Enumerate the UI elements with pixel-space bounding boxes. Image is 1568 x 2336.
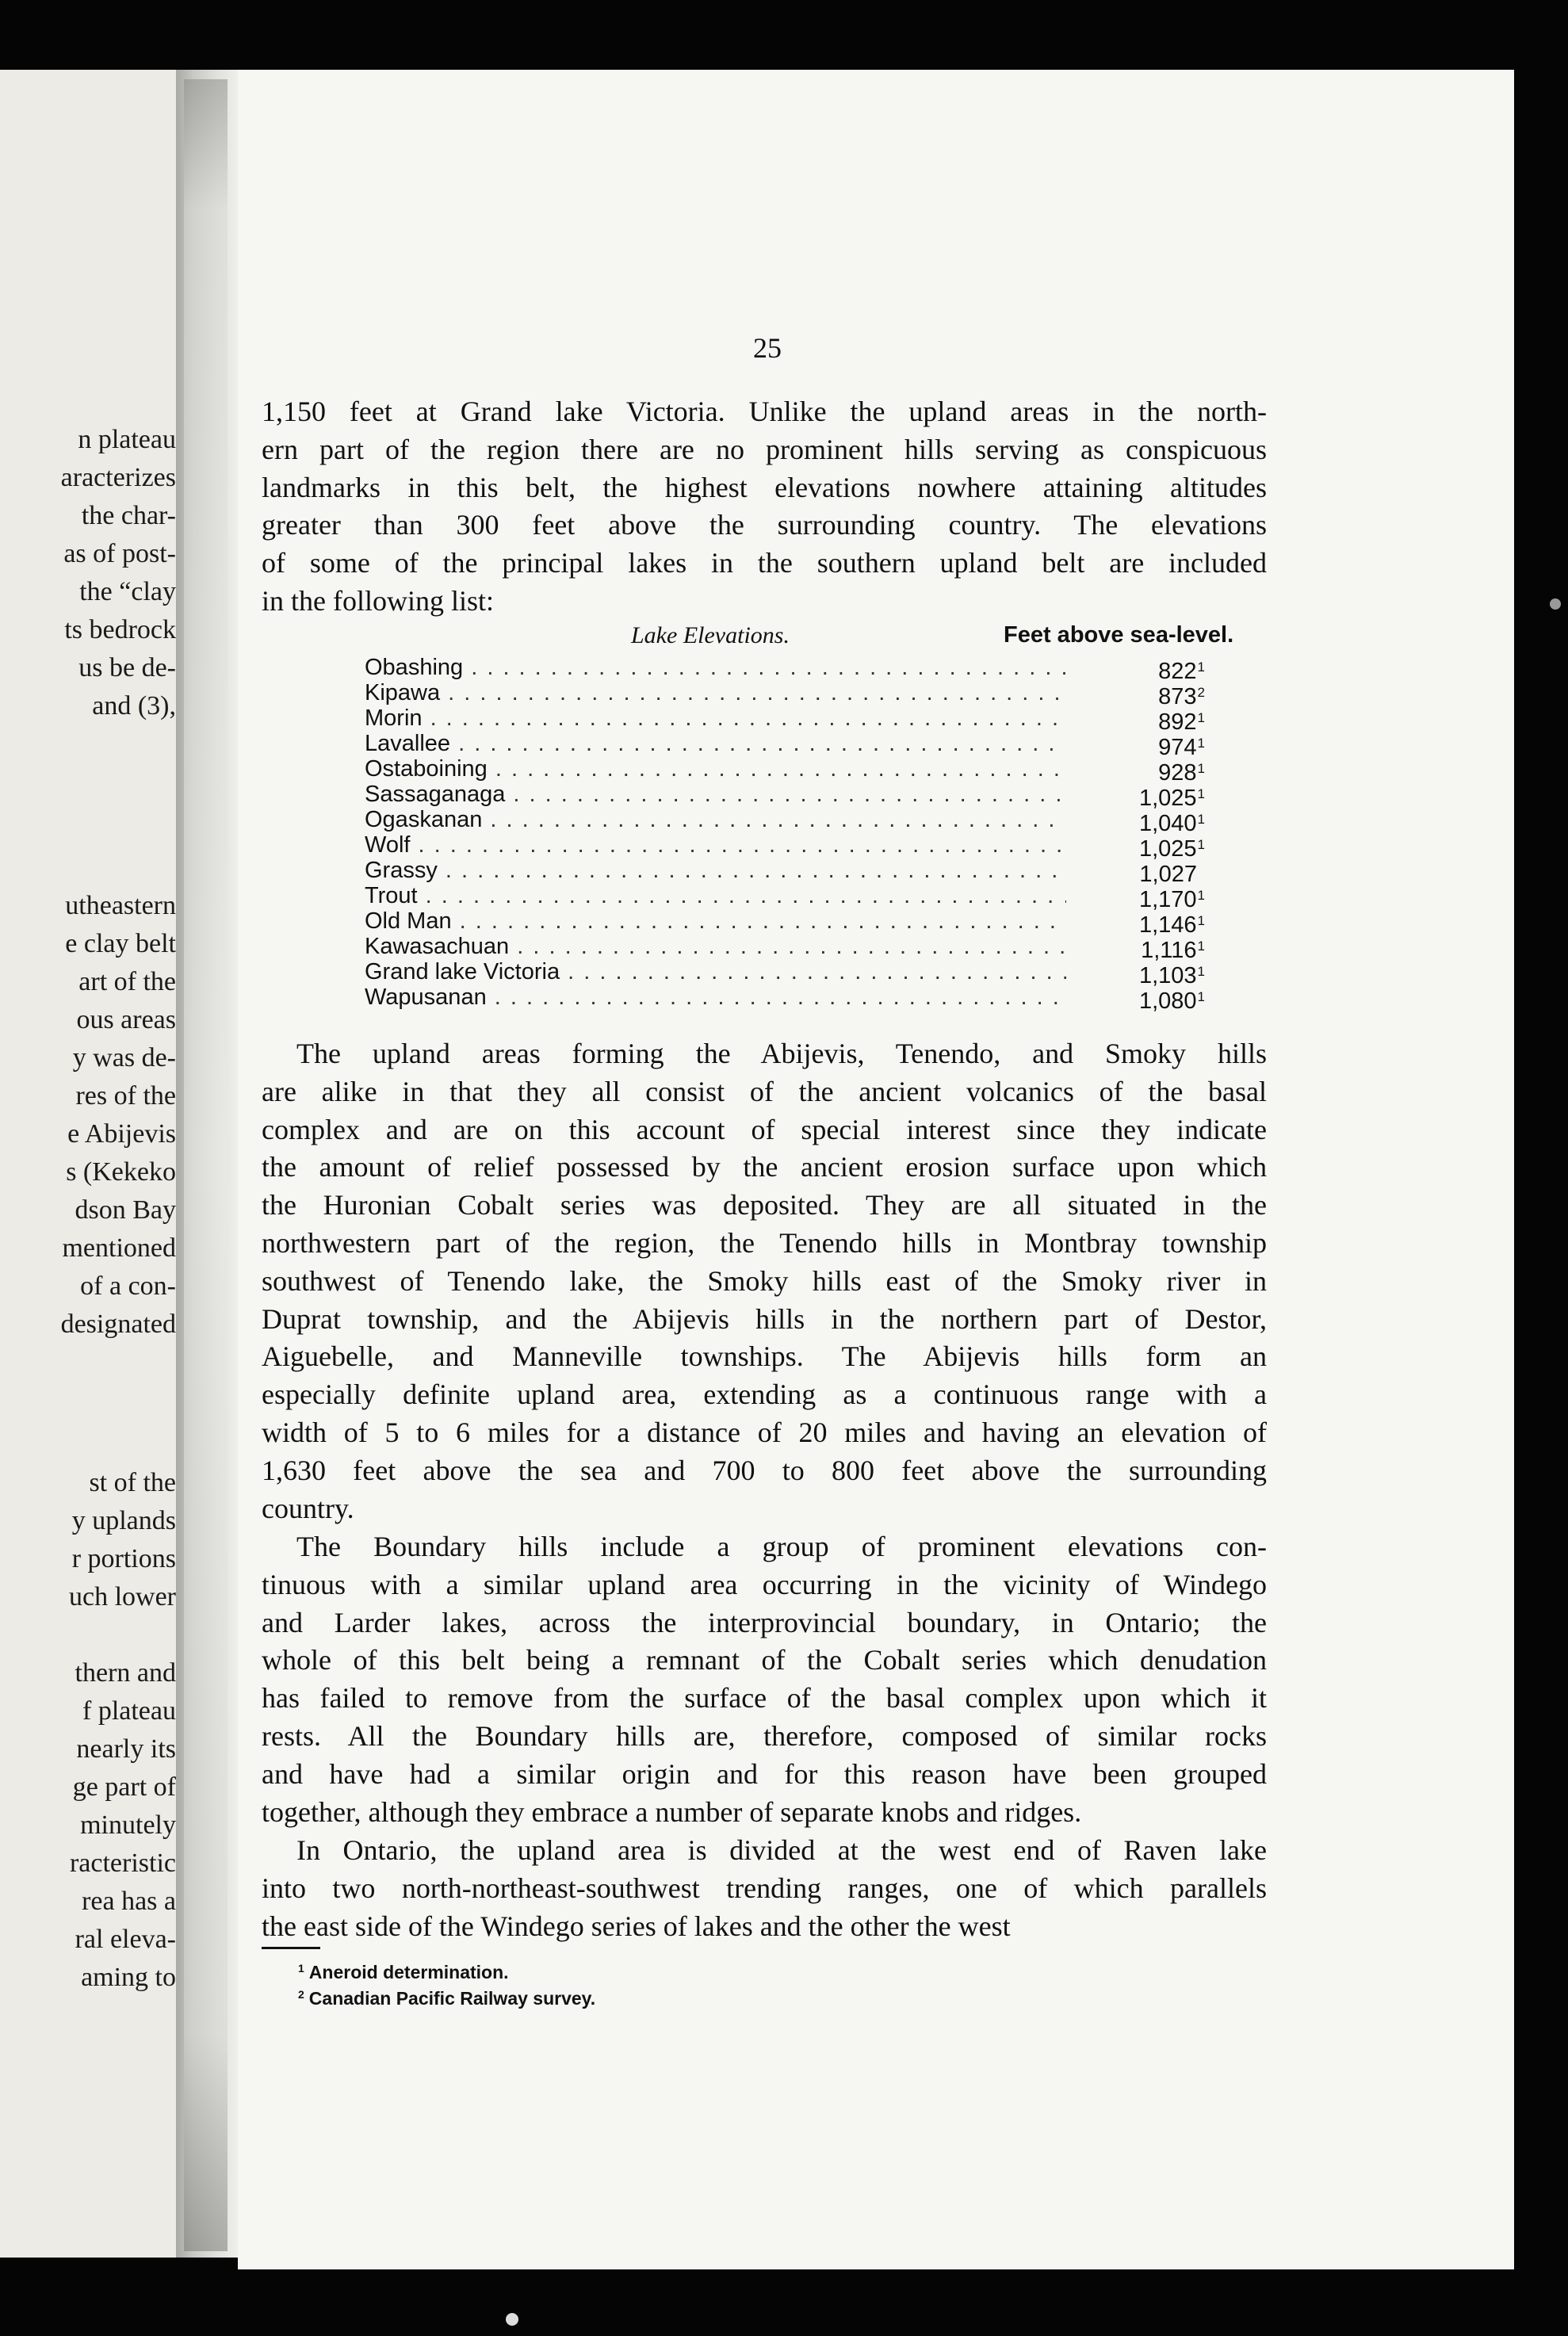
text-line: into two north-northeast-southwest trending ranges, one of which parallels xyxy=(262,1871,1267,1904)
scan-speck xyxy=(506,2313,518,2326)
facing-page-line: thern and xyxy=(75,1658,176,1688)
text-line: northwestern part of the region, the Tenendo hills in Montbray township xyxy=(262,1226,1267,1259)
facing-page-line: ous areas xyxy=(76,1005,176,1034)
facing-page-line: minutely xyxy=(80,1810,176,1840)
table-row xyxy=(365,908,1205,938)
facing-page-line: uch lower xyxy=(68,1582,176,1611)
table-row xyxy=(365,858,1205,887)
footnote-mark: 1 xyxy=(1197,939,1205,954)
facing-page-line: designated xyxy=(60,1309,176,1339)
text-line: together, although they embrace a number of separate knobs and ridges. xyxy=(262,1795,1082,1828)
facing-page-line: the “clay xyxy=(79,577,176,606)
lake-name: Morin . . . xyxy=(365,705,1066,731)
lake-name: Kawasachuan . . . xyxy=(365,934,1066,959)
facing-page-line: utheastern xyxy=(65,891,176,920)
text-line: are alike in that they all consist of the ancient volcanics of the basal xyxy=(262,1075,1267,1107)
facing-page-line: aracterizes xyxy=(60,463,176,492)
text-line: especially definite upland area, extending as a continuous range with a xyxy=(262,1378,1267,1411)
text-line: In Ontario, the upland area is divided at the west end of Raven lake xyxy=(296,1834,1267,1866)
elevation-value: 1,025 xyxy=(1138,836,1197,862)
facing-page-line: f plateau xyxy=(82,1696,176,1726)
table-row xyxy=(365,756,1205,786)
text-line: 1,150 feet at Grand lake Victoria. Unlike the upland areas in the north- xyxy=(262,396,1267,427)
text-line: Aiguebelle, and Manneville townships. The Abijevis hills form an xyxy=(262,1340,1267,1373)
text-line: landmarks in this belt, the highest elevations nowhere attaining altitudes xyxy=(262,471,1267,503)
table-row xyxy=(365,883,1205,912)
footnote-mark: 2 xyxy=(1197,685,1205,700)
intro-paragraph xyxy=(262,393,1267,621)
elevation-value: 873 xyxy=(1158,684,1197,709)
text-line: complex and are on this account of special interest since they indicate xyxy=(262,1113,1267,1145)
facing-page-line: racteristic xyxy=(69,1849,176,1878)
facing-page-line: y uplands xyxy=(71,1506,176,1535)
facing-page-line: aming to xyxy=(81,1963,176,1992)
facing-page-line: ral eleva- xyxy=(75,1925,176,1954)
elevation-value: 1,080 xyxy=(1138,988,1197,1014)
ontario-paragraph xyxy=(262,1832,1267,1945)
facing-page-line: s (Kekeko xyxy=(66,1157,176,1187)
table-row xyxy=(365,705,1205,735)
text-line: the east side of the Windego series of lakes and the other the west xyxy=(262,1910,1011,1942)
lake-name: Kipawa . . . xyxy=(365,680,1066,705)
text-line: whole of this belt being a remnant of the Cobalt series which denudation xyxy=(262,1644,1267,1676)
table-row xyxy=(365,782,1205,811)
text-line: has failed to remove from the surface of the basal complex upon which it xyxy=(262,1682,1267,1715)
text-line: country. xyxy=(262,1492,354,1524)
lake-name: Ostaboining . . . xyxy=(365,756,1066,782)
footnote-rule xyxy=(262,1947,320,1949)
facing-page-line: of a con- xyxy=(80,1271,176,1301)
facing-page-line: r portions xyxy=(71,1544,176,1573)
boundary-hills-paragraph xyxy=(262,1528,1267,1831)
elevation-value: 822 xyxy=(1158,659,1197,684)
text-line: width of 5 to 6 miles for a distance of 20 miles and having an elevation of xyxy=(262,1416,1267,1448)
lake-elevation-table xyxy=(365,655,1205,1014)
text-line: tinuous with a similar upland area occurring in the vicinity of Windego xyxy=(262,1568,1267,1600)
lake-name: Grand lake Victoria . . . xyxy=(365,959,1066,984)
facing-page-line: and (3), xyxy=(92,691,176,721)
lake-name: Wapusanan . . . xyxy=(365,984,1066,1010)
elevation-value: 892 xyxy=(1158,709,1197,735)
footnote-mark: 1 xyxy=(1197,710,1205,725)
facing-page-line: dson Bay xyxy=(75,1195,176,1225)
facing-page-line: as of post- xyxy=(63,539,176,568)
lake-name: Ogaskanan . . . xyxy=(365,807,1066,832)
page-number: 25 xyxy=(753,332,782,364)
elevation-value: 928 xyxy=(1158,760,1197,786)
footnote-mark: 1 xyxy=(1197,736,1205,751)
facing-page-line: e Abijevis xyxy=(67,1119,176,1149)
elevation-value: 1,027 xyxy=(1139,862,1197,887)
table-row xyxy=(365,959,1205,988)
lake-elevation xyxy=(1139,984,1205,1014)
text-line: ern part of the region there are no prominent hills serving as conspicuous xyxy=(262,433,1267,465)
facing-page-line: res of the xyxy=(75,1081,176,1111)
elevation-value: 1,103 xyxy=(1138,963,1197,988)
table-header-elevation: Feet above sea-level. xyxy=(1004,622,1234,648)
footnote-1: $^1$ Aneroid determination. xyxy=(298,1962,509,1982)
text-line: the Huronian Cobalt series was deposited. They are all situated in the xyxy=(262,1189,1267,1222)
text-line: The upland areas forming the Abijevis, Tenendo, and Smoky hills xyxy=(296,1038,1267,1069)
table-row xyxy=(365,984,1205,1014)
footnote-mark: 1 xyxy=(1197,989,1205,1004)
elevation-value: 974 xyxy=(1158,735,1197,760)
text-line: The Boundary hills include a group of prominent elevations con- xyxy=(296,1531,1267,1562)
table-row xyxy=(365,832,1205,862)
facing-page-line: mentioned xyxy=(62,1233,176,1263)
text-line: of some of the principal lakes in the southern upland belt are included xyxy=(262,547,1267,579)
scan-speck xyxy=(1550,598,1561,610)
elevation-value: 1,040 xyxy=(1138,811,1197,836)
facing-page-line: nearly its xyxy=(76,1734,176,1764)
footnote-mark: 1 xyxy=(1197,964,1205,979)
table-row xyxy=(365,680,1205,709)
lake-name: Grassy . . . xyxy=(365,858,1066,883)
footnote-mark: 1 xyxy=(1197,837,1205,852)
lake-name: Sassaganaga . . . xyxy=(365,782,1066,807)
text-line: rests. All the Boundary hills are, therefore, composed of similar rocks xyxy=(262,1719,1267,1752)
table-header-lake: Lake Elevations. xyxy=(631,622,790,648)
footnote-mark: 1 xyxy=(1197,660,1205,675)
text-line: the amount of relief possessed by the ancient erosion surface upon which xyxy=(262,1151,1267,1183)
table-row xyxy=(365,731,1205,760)
facing-page-line: the char- xyxy=(81,501,176,530)
elevation-value: 1,170 xyxy=(1138,887,1197,912)
facing-page-line: ge part of xyxy=(72,1772,176,1802)
facing-page-line: e clay belt xyxy=(65,929,176,958)
text-line: 1,630 feet above the sea and 700 to 800 feet above the surrounding xyxy=(262,1454,1267,1486)
elevation-value: 1,116 xyxy=(1141,938,1197,963)
lake-name: Trout . . . xyxy=(365,883,1066,908)
table-row xyxy=(365,807,1205,836)
facing-page-line: art of the xyxy=(78,967,176,996)
text-line: greater than 300 feet above the surrounding country. The elevations xyxy=(262,509,1267,541)
facing-page-line: us be de- xyxy=(78,653,176,682)
footnote-mark: 1 xyxy=(1197,888,1205,903)
text-line: in the following list: xyxy=(262,584,494,617)
text-line: and Larder lakes, across the interprovincial boundary, in Ontario; the xyxy=(262,1606,1267,1638)
table-row xyxy=(365,655,1205,684)
lake-name: Lavallee . . . xyxy=(365,731,1066,756)
facing-page-line: n plateau xyxy=(78,425,176,454)
table-row xyxy=(365,934,1205,963)
lake-name: Wolf . . . xyxy=(365,832,1066,858)
facing-page-line: y was de- xyxy=(72,1043,176,1072)
elevation-value: 1,025 xyxy=(1138,786,1197,811)
text-line: southwest of Tenendo lake, the Smoky hills east of the Smoky river in xyxy=(262,1264,1267,1297)
facing-page-line: rea has a xyxy=(82,1887,176,1916)
elevation-value: 1,146 xyxy=(1138,912,1197,938)
text-line: Duprat township, and the Abijevis hills in the northern part of Destor, xyxy=(262,1302,1267,1335)
facing-page-line: ts bedrock xyxy=(64,615,176,644)
footnote-mark: 1 xyxy=(1197,786,1205,801)
footnote-mark: 1 xyxy=(1197,761,1205,776)
gutter-shadow xyxy=(184,79,228,2251)
uplands-paragraph xyxy=(262,1035,1267,1527)
lake-name: Old Man . . . xyxy=(365,908,1066,934)
footnote-mark: 1 xyxy=(1197,913,1205,928)
footnote-mark: 1 xyxy=(1197,812,1205,827)
lake-name: Obashing . . . xyxy=(365,655,1066,680)
text-line: and have had a similar origin and for this reason have been grouped xyxy=(262,1757,1267,1790)
facing-page-line: st of the xyxy=(89,1468,176,1497)
footnote-2: $^2$ Canadian Pacific Railway survey. xyxy=(298,1988,596,2009)
